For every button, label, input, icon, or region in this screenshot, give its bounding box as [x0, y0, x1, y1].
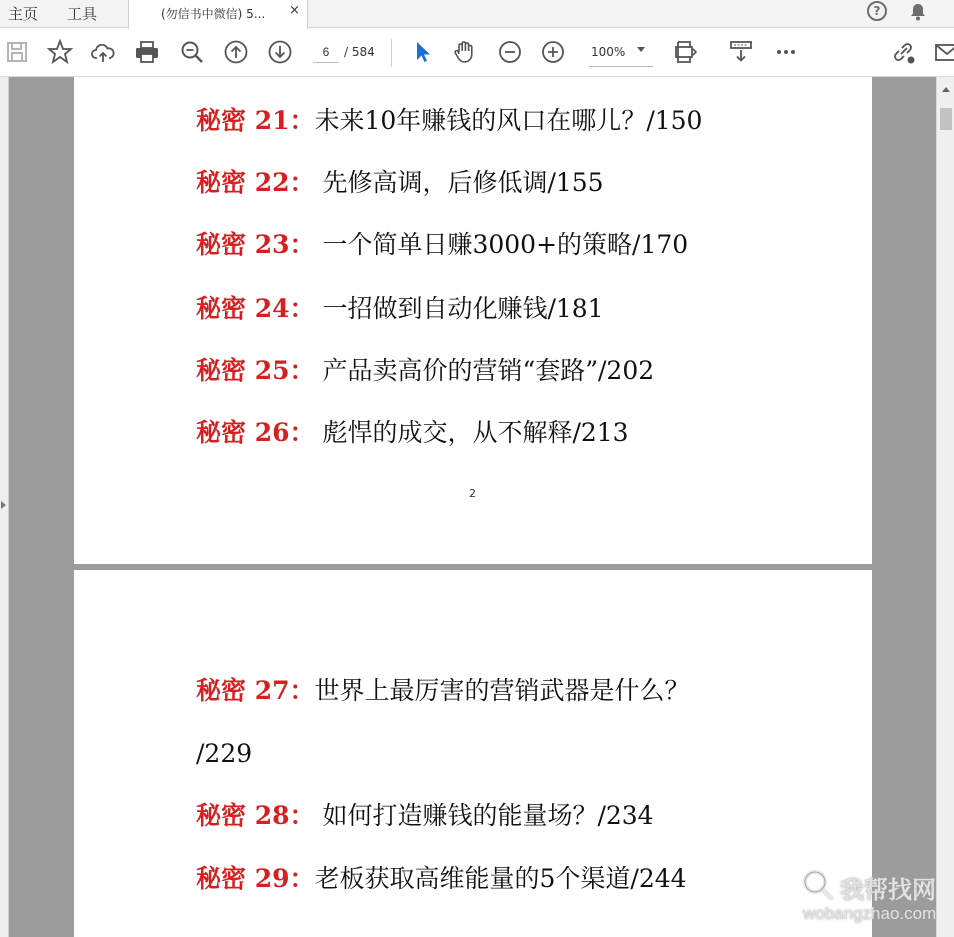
toolbar	[0, 29, 954, 77]
document-tab-title: (勿信书中微信) 5...	[161, 7, 266, 21]
chevron-down-icon[interactable]	[637, 47, 645, 52]
tab-document[interactable]	[128, 0, 308, 29]
page-down-icon[interactable]	[267, 39, 293, 65]
toc-entry: 秘密 29：老板获取高维能量的5个渠道/244	[196, 864, 687, 893]
share-link-icon[interactable]	[890, 39, 916, 65]
zoom-level-value[interactable]: 100%	[591, 45, 626, 59]
hand-icon[interactable]	[452, 39, 478, 65]
toc-entry: 秘密 24： 一招做到自动化赚钱/181	[196, 294, 604, 323]
help-icon[interactable]: ?	[867, 1, 887, 21]
email-icon[interactable]	[934, 39, 954, 65]
watermark-url: wobangzhao.com	[803, 904, 937, 923]
toc-entry: 秘密 25： 产品卖高价的营销“套路”/202	[196, 356, 655, 385]
page-number-input[interactable]	[313, 41, 339, 63]
scroll-up-arrow-icon[interactable]	[942, 87, 950, 92]
bookmark-star-icon[interactable]	[47, 39, 73, 65]
site-watermark	[800, 868, 950, 930]
tab-bar	[0, 0, 954, 28]
tab-home[interactable]: 主页	[8, 5, 39, 23]
page-number: 2	[469, 487, 476, 500]
zoom-search-icon[interactable]	[179, 39, 205, 65]
toc-entry: 秘密 21：未来10年赚钱的风口在哪儿？/150	[196, 106, 703, 135]
toc-entry: 秘密 26： 彪悍的成交，从不解释/213	[196, 418, 629, 447]
page-total-label: / 584	[344, 45, 375, 59]
document-viewport[interactable]	[0, 77, 954, 937]
more-icon[interactable]	[773, 39, 799, 65]
print-icon[interactable]	[134, 39, 160, 65]
tab-tools[interactable]: 工具	[67, 5, 98, 23]
toc-entry-continuation: /229	[196, 739, 253, 768]
upload-cloud-icon[interactable]	[90, 39, 116, 65]
toc-entry: 秘密 23： 一个简单日赚3000+的策略/170	[196, 230, 689, 259]
navigation-pane-handle[interactable]	[0, 77, 9, 937]
zoom-in-icon[interactable]	[540, 39, 566, 65]
zoom-out-icon[interactable]	[497, 39, 523, 65]
pdf-page	[74, 570, 872, 937]
zoom-underline	[589, 66, 653, 67]
toolbar-divider	[391, 39, 392, 67]
page-up-icon[interactable]	[223, 39, 249, 65]
toc-entry: 秘密 28： 如何打造赚钱的能量场？/234	[196, 801, 654, 830]
pdf-page	[74, 77, 872, 564]
vertical-scrollbar[interactable]	[936, 77, 954, 937]
expand-pane-arrow-icon[interactable]	[1, 501, 6, 509]
close-tab-icon[interactable]: ×	[289, 3, 300, 18]
scrollbar-thumb[interactable]	[940, 108, 952, 130]
watermark-site-name: 我帮找网	[840, 876, 936, 904]
scroll-mode-icon[interactable]	[728, 39, 754, 65]
toc-entry: 秘密 22： 先修高调，后修低调/155	[196, 168, 604, 197]
save-icon[interactable]	[4, 39, 30, 65]
toc-entry: 秘密 27：世界上最厉害的营销武器是什么？	[196, 676, 690, 705]
fit-page-icon[interactable]	[673, 39, 699, 65]
bell-icon[interactable]	[908, 2, 928, 22]
select-pointer-icon[interactable]	[409, 39, 435, 65]
magnifier-logo-icon	[800, 868, 838, 902]
